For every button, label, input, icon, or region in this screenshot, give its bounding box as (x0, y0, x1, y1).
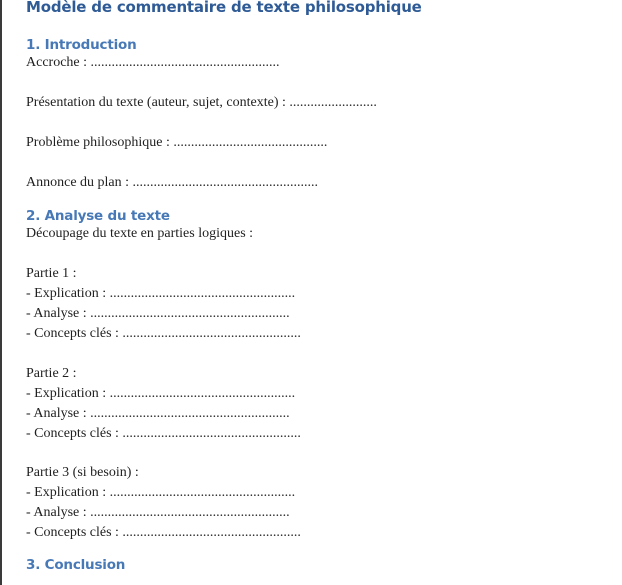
part-3-explication: - Explication : ..................................................... (26, 485, 296, 500)
field-annonce-du-plan: Annonce du plan : ..................................................... (26, 175, 319, 190)
part-block-3 (26, 463, 602, 543)
part-1-concepts-cles: - Concepts clés : ................................................... (26, 326, 301, 341)
field-probleme-philosophique: Problème philosophique : ............................................ (26, 135, 328, 150)
section-heading-analyse: 2. Analyse du texte (26, 208, 170, 224)
part-3-concepts-cles: - Concepts clés : ................................................... (26, 525, 301, 540)
part-1-explication: - Explication : ..................................................... (26, 286, 296, 301)
section-heading-conclusion: 3. Conclusion (26, 557, 126, 573)
document-title: Modèle de commentaire de texte philosophique (26, 0, 422, 16)
part-2-label: Partie 2 : (26, 366, 77, 381)
field-presentation: Présentation du texte (auteur, sujet, contexte) : ......................... (26, 95, 377, 110)
part-3-label: Partie 3 (si besoin) : (26, 465, 139, 480)
part-2-explication: - Explication : ..................................................... (26, 386, 296, 401)
field-accroche: Accroche : ...................................................... (26, 55, 280, 70)
part-1-analyse: - Analyse : ......................................................... (26, 306, 290, 321)
part-2-concepts-cles: - Concepts clés : ................................................... (26, 426, 301, 441)
part-1-label: Partie 1 : (26, 266, 77, 281)
part-2-analyse: - Analyse : ......................................................... (26, 406, 290, 421)
analysis-intro-line: Découpage du texte en parties logiques : (26, 226, 254, 241)
part-3-analyse: - Analyse : ......................................................... (26, 505, 290, 520)
section-heading-introduction: 1. Introduction (26, 37, 137, 53)
part-block-2 (26, 364, 602, 444)
part-block-1 (26, 264, 602, 344)
